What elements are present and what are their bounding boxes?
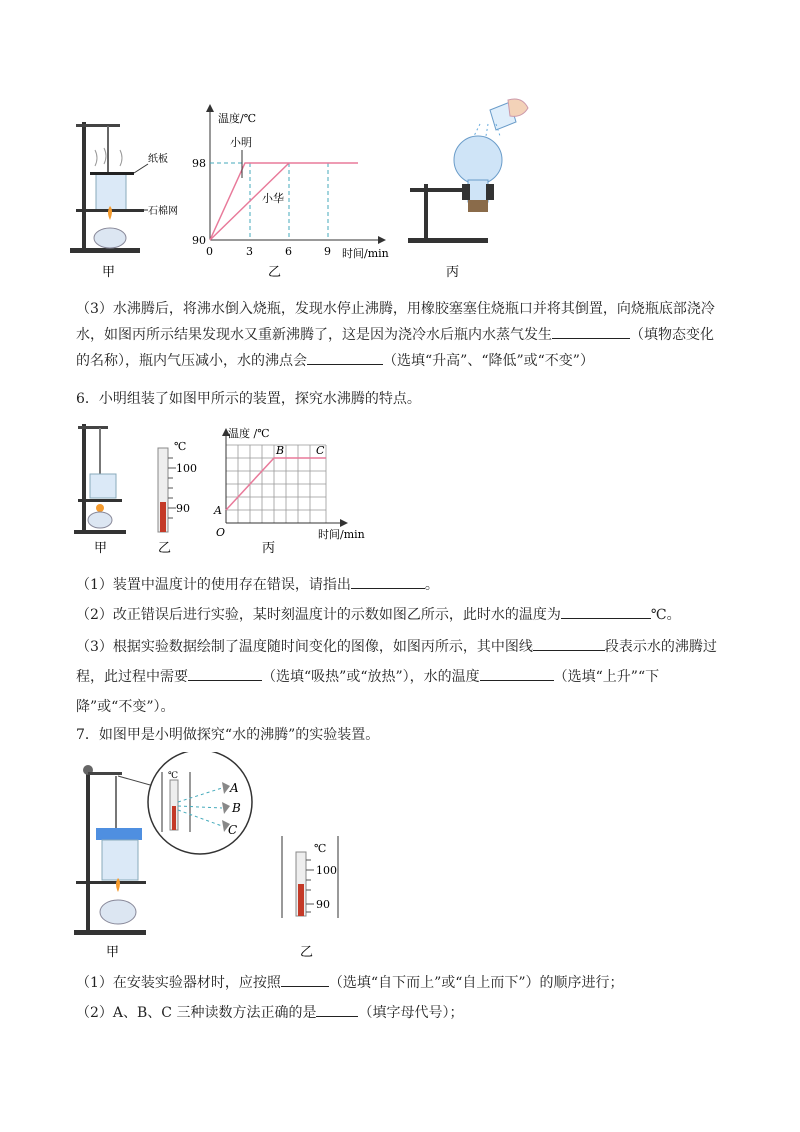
q5-part3-line3 xyxy=(76,348,736,374)
graph1-xtick-6: 6 xyxy=(285,245,292,258)
graph2-point-b: B xyxy=(276,444,285,457)
caption-jia-3: 甲 xyxy=(106,945,120,960)
q7-part2 xyxy=(76,1000,736,1026)
q7-part1 xyxy=(76,970,736,996)
caption-jia-2: 甲 xyxy=(94,541,108,556)
caption-bing-2: 丙 xyxy=(262,541,276,556)
answer-blank-reading-method[interactable] xyxy=(316,1001,358,1017)
q7-part1-text: （1）在安装实验器材时，应按照 xyxy=(76,975,281,991)
caption-bing-1: 丙 xyxy=(446,265,460,280)
answer-blank-temperature-change[interactable] xyxy=(480,665,554,681)
answer-blank-heat[interactable] xyxy=(188,665,262,681)
q7-part2-end: （填字母代号）； xyxy=(358,1005,464,1021)
inset-reader-a: A xyxy=(230,781,239,795)
graph1-origin: 0 xyxy=(206,245,213,258)
caption-jia-1: 甲 xyxy=(102,265,116,280)
q6-part3-text-e: （选填“上升”“下 xyxy=(553,669,660,685)
q5-part3-text-a: 水，如图丙所示结果发现水又重新沸腾了，这是因为浇冷水后瓶内水蒸气发生 xyxy=(76,327,552,343)
graph1-xtick-9: 9 xyxy=(324,245,331,258)
q6-part3-text-a: （3）根据实验数据绘制了温度随时间变化的图像，如图丙所示，其中图线 xyxy=(76,639,533,655)
q6-part3-line3: 降”或“不变”）。 xyxy=(76,699,175,715)
inset-reader-b: B xyxy=(232,801,241,815)
thermometer-yi-2-tick-100: 100 xyxy=(176,462,197,475)
q6-title: 6．小明组装了如图甲所示的装置，探究水沸腾的特点。 xyxy=(76,391,421,407)
q7-part1-end: （选填“自下而上”或“自上而下”）的顺序进行； xyxy=(328,975,624,991)
graph2-point-a: A xyxy=(214,504,222,517)
inset-reader-c: C xyxy=(228,823,238,837)
graph1-series-xiaohua: 小华 xyxy=(262,192,284,205)
thermometer-yi-2 xyxy=(158,448,176,532)
q6-part2 xyxy=(76,602,736,628)
thermometer-yi-3-tick-100: 100 xyxy=(316,864,337,877)
q5-part3-text-c: 的名称），瓶内气压减小，水的沸点会 xyxy=(76,353,307,369)
label-cardboard: 纸板 xyxy=(148,154,168,165)
apparatus-bing-1 xyxy=(408,99,528,243)
q5-part3-line1: （3）水沸腾后，将沸水倒入烧瓶，发现水停止沸腾，用橡胶塞塞住烧瓶口并将其倒置，向烧瓶底部浇冷 xyxy=(76,301,715,317)
caption-yi-3: 乙 xyxy=(300,945,314,960)
graph1-ylabel: 温度/℃ xyxy=(218,112,257,125)
series-xiaoming-line xyxy=(210,163,358,240)
boiling-graph-1 xyxy=(206,104,386,244)
q6-part3-text-d: （选填“吸热”或“放热”），水的温度 xyxy=(262,669,480,685)
q5-part3 xyxy=(76,296,736,374)
label-asbestos-net: 石棉网 xyxy=(148,206,178,217)
answer-blank-boiling-point[interactable] xyxy=(307,349,383,365)
q6-part3-line1 xyxy=(76,634,736,660)
graph2-point-c: C xyxy=(316,444,325,457)
graph2-origin: O xyxy=(216,526,226,539)
q5-part3-text-b: （填物态变化 xyxy=(630,327,714,343)
answer-blank-water-temperature[interactable] xyxy=(561,603,651,619)
graph2-ylabel: 温度 /℃ xyxy=(228,427,270,440)
q6-part1 xyxy=(76,572,736,598)
answer-blank-thermometer-error[interactable] xyxy=(351,573,425,589)
caption-yi-2: 乙 xyxy=(158,541,172,556)
q6-part3-text-c: 程，此过程中需要 xyxy=(76,669,188,685)
answer-blank-segment[interactable] xyxy=(533,635,605,651)
graph1-ytick-90: 90 xyxy=(192,234,206,247)
thermometer-yi-2-tick-90: 90 xyxy=(176,502,190,515)
q6-part1-text: （1）装置中温度计的使用存在错误，请指出 xyxy=(76,577,351,593)
graph1-series-xiaoming: 小明 xyxy=(230,136,252,149)
answer-blank-phase-change[interactable] xyxy=(552,323,630,339)
q5-part3-line2 xyxy=(76,322,736,348)
graph1-xtick-3: 3 xyxy=(246,245,253,258)
answer-blank-install-order[interactable] xyxy=(281,971,329,987)
caption-yi-1: 乙 xyxy=(268,265,282,280)
q6-part2-end: ℃。 xyxy=(650,607,681,623)
q6-part1-end: 。 xyxy=(424,577,439,593)
figure-row-2 xyxy=(0,418,800,568)
q6-part2-text: （2）改正错误后进行实验，某时刻温度计的示数如图乙所示，此时水的温度为 xyxy=(76,607,561,623)
thermometer-yi-3-unit: ℃ xyxy=(314,842,327,855)
thermometer-yi-2-unit: ℃ xyxy=(174,440,187,453)
boiling-graph-2 xyxy=(222,428,348,527)
thermometer-yi-3-tick-90: 90 xyxy=(316,898,330,911)
graph2-xlabel: 时间/min xyxy=(318,528,365,541)
q6-part3-text-b: 段表示水的沸腾过 xyxy=(604,639,717,655)
graph1-xlabel: 时间/min xyxy=(342,247,389,260)
figure-row-3 xyxy=(0,752,800,972)
apparatus-jia-1 xyxy=(70,122,148,253)
inset-unit: ℃ xyxy=(168,771,179,781)
q6-part3-line2 xyxy=(76,664,736,690)
q7-title: 7．如图甲是小明做探究“水的沸腾”的实验装置。 xyxy=(76,727,380,743)
apparatus-jia-2 xyxy=(74,424,126,534)
graph1-ytick-98: 98 xyxy=(192,157,206,170)
q5-part3-text-d: （选填“升高”、“降低”或“不变”） xyxy=(383,353,594,369)
q6-part3 xyxy=(76,634,736,720)
q7-part2-text: （2）A、B、C 三种读数方法正确的是 xyxy=(76,1005,317,1021)
